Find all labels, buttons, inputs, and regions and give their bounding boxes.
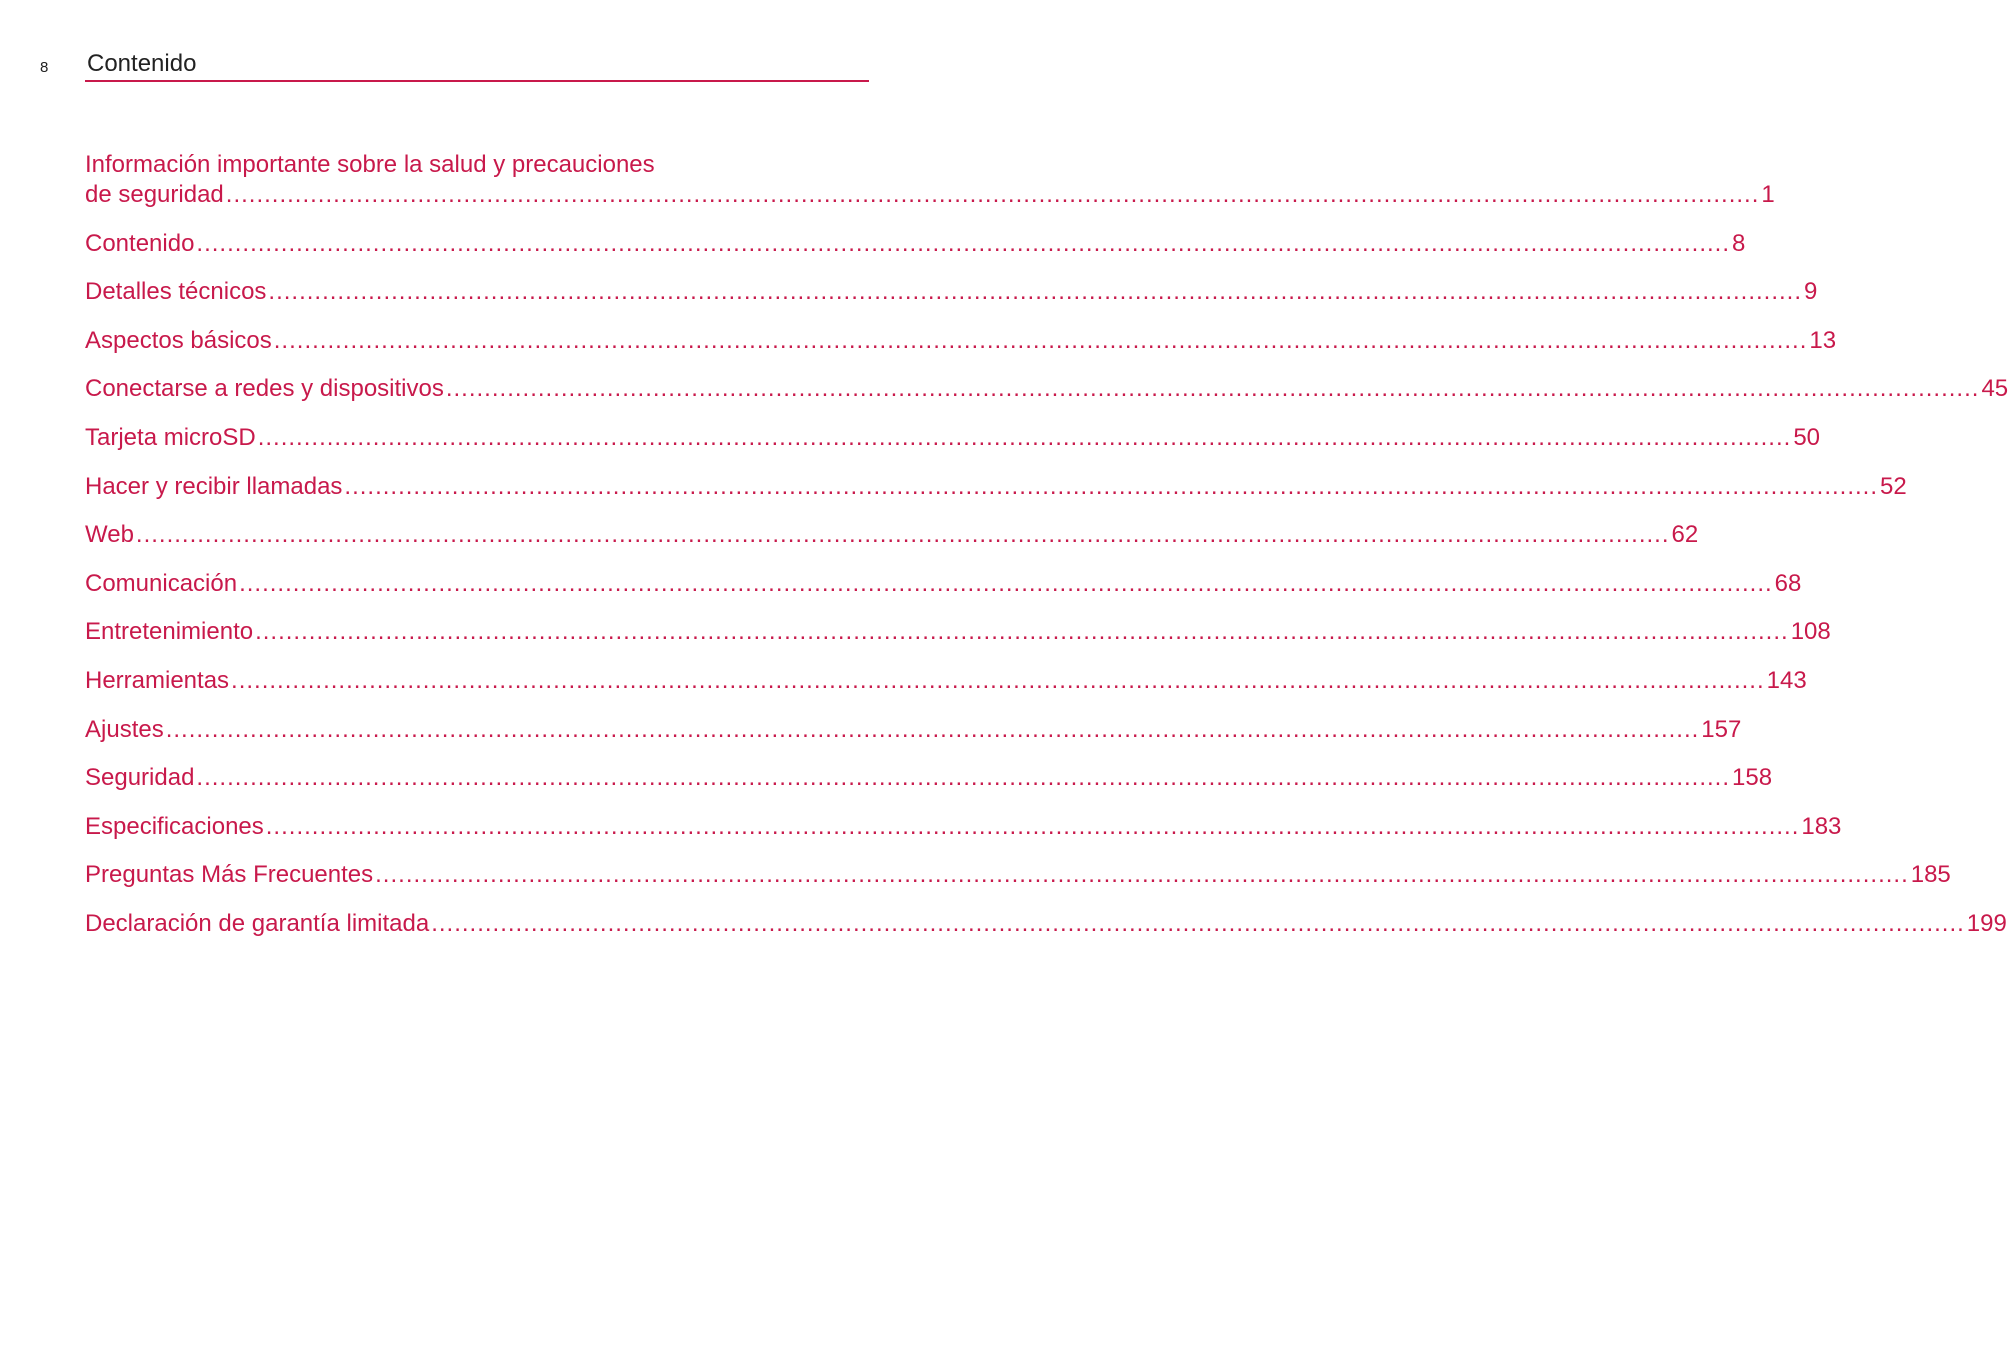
toc-entry-page-number: 108 <box>1790 618 1831 646</box>
toc-entry[interactable] <box>85 569 1802 599</box>
dot-leader: ........................................................................................................................................................................................................ <box>225 181 1760 208</box>
dot-leader: ........................................................................................................................................................................................................ <box>375 861 1909 889</box>
toc-entry[interactable] <box>85 472 1907 502</box>
toc-entry-label: Seguridad <box>85 764 195 792</box>
toc-entry-label: Preguntas Más Frecuentes <box>85 861 374 889</box>
toc-entry[interactable] <box>85 326 1837 356</box>
toc-entry[interactable] <box>85 715 1742 745</box>
toc-entry-label: Ajustes <box>85 715 164 743</box>
toc-entry-page-number: 52 <box>1880 472 1907 500</box>
toc-entry-page-number: 9 <box>1804 278 1818 306</box>
toc-entry-label: de seguridad <box>85 181 224 208</box>
dot-leader: ........................................................................................................................................................................................................ <box>196 229 1731 257</box>
toc-entry-label: Contenido <box>85 229 195 257</box>
table-of-contents <box>85 150 2008 958</box>
toc-entry[interactable] <box>85 909 2007 939</box>
toc-entry-page-number: 185 <box>1910 861 1951 889</box>
toc-entry-label: Aspectos básicos <box>85 326 272 354</box>
toc-entry[interactable] <box>85 277 1818 307</box>
toc-entry-label: Hacer y recibir llamadas <box>85 472 343 500</box>
toc-entry[interactable] <box>85 374 2008 404</box>
toc-entry[interactable] <box>85 180 1775 210</box>
dot-leader: ........................................................................................................................................................................................................ <box>268 278 1803 306</box>
toc-entry-page-number: 183 <box>1801 812 1842 840</box>
dot-leader: ........................................................................................................................................................................................................ <box>165 715 1700 743</box>
dot-leader: ........................................................................................................................................................................................................ <box>273 326 1808 354</box>
dot-leader: ........................................................................................................................................................................................................ <box>231 666 1765 694</box>
dot-leader: ........................................................................................................................................................................................................ <box>257 423 1792 451</box>
dot-leader: ........................................................................................................................................................................................................ <box>135 521 1670 549</box>
toc-entry[interactable] <box>85 763 1773 793</box>
toc-entry-page-number: 157 <box>1701 715 1742 743</box>
toc-entry-page-number: 158 <box>1732 764 1773 792</box>
toc-entry-label: Tarjeta microSD <box>85 423 256 451</box>
toc-entry-label: Especificaciones <box>85 812 264 840</box>
toc-entry[interactable] <box>85 229 1746 259</box>
page-number: 8 <box>40 59 49 76</box>
toc-entry-label: Declaración de garantía limitada <box>85 909 430 937</box>
toc-entry-page-number: 143 <box>1766 666 1807 694</box>
dot-leader: ........................................................................................................................................................................................................ <box>239 569 1773 597</box>
toc-entry[interactable] <box>85 666 1807 696</box>
toc-entry-page-number: 62 <box>1671 521 1699 549</box>
toc-entry[interactable] <box>85 812 1842 842</box>
toc-entry-label: Comunicación <box>85 569 238 597</box>
section-title: Contenido <box>87 50 197 77</box>
toc-entry[interactable] <box>85 423 1821 453</box>
toc-entry-label: Entretenimiento <box>85 618 254 646</box>
toc-entry[interactable] <box>85 860 1951 890</box>
toc-entry-page-number: 8 <box>1732 229 1746 257</box>
dot-leader: ........................................................................................................................................................................................................ <box>265 812 1800 840</box>
toc-entry-label: Conectarse a redes y dispositivos <box>85 375 444 403</box>
toc-entry-label: Detalles técnicos <box>85 278 267 306</box>
toc-entry[interactable] <box>85 520 1699 550</box>
header-divider <box>85 80 869 82</box>
toc-entry-title-line[interactable]: Información importante sobre la salud y precauciones <box>85 151 655 178</box>
toc-entry-label: Herramientas <box>85 666 230 694</box>
dot-leader: ........................................................................................................................................................................................................ <box>445 375 1980 403</box>
dot-leader: ........................................................................................................................................................................................................ <box>196 764 1731 792</box>
dot-leader: ........................................................................................................................................................................................................ <box>431 909 1965 937</box>
dot-leader: ........................................................................................................................................................................................................ <box>255 618 1789 646</box>
dot-leader: ........................................................................................................................................................................................................ <box>344 472 1879 500</box>
toc-entry-page-number: 50 <box>1793 423 1821 451</box>
toc-entry-page-number: 13 <box>1809 326 1837 354</box>
toc-entry-label: Web <box>85 521 134 549</box>
toc-entry[interactable] <box>85 617 1831 647</box>
toc-entry-page-number: 68 <box>1774 569 1802 597</box>
toc-entry-page-number: 199 <box>1966 909 2007 937</box>
toc-entry-page-number: 45 <box>1981 375 2008 403</box>
toc-entry-page-number: 1 <box>1761 181 1775 208</box>
